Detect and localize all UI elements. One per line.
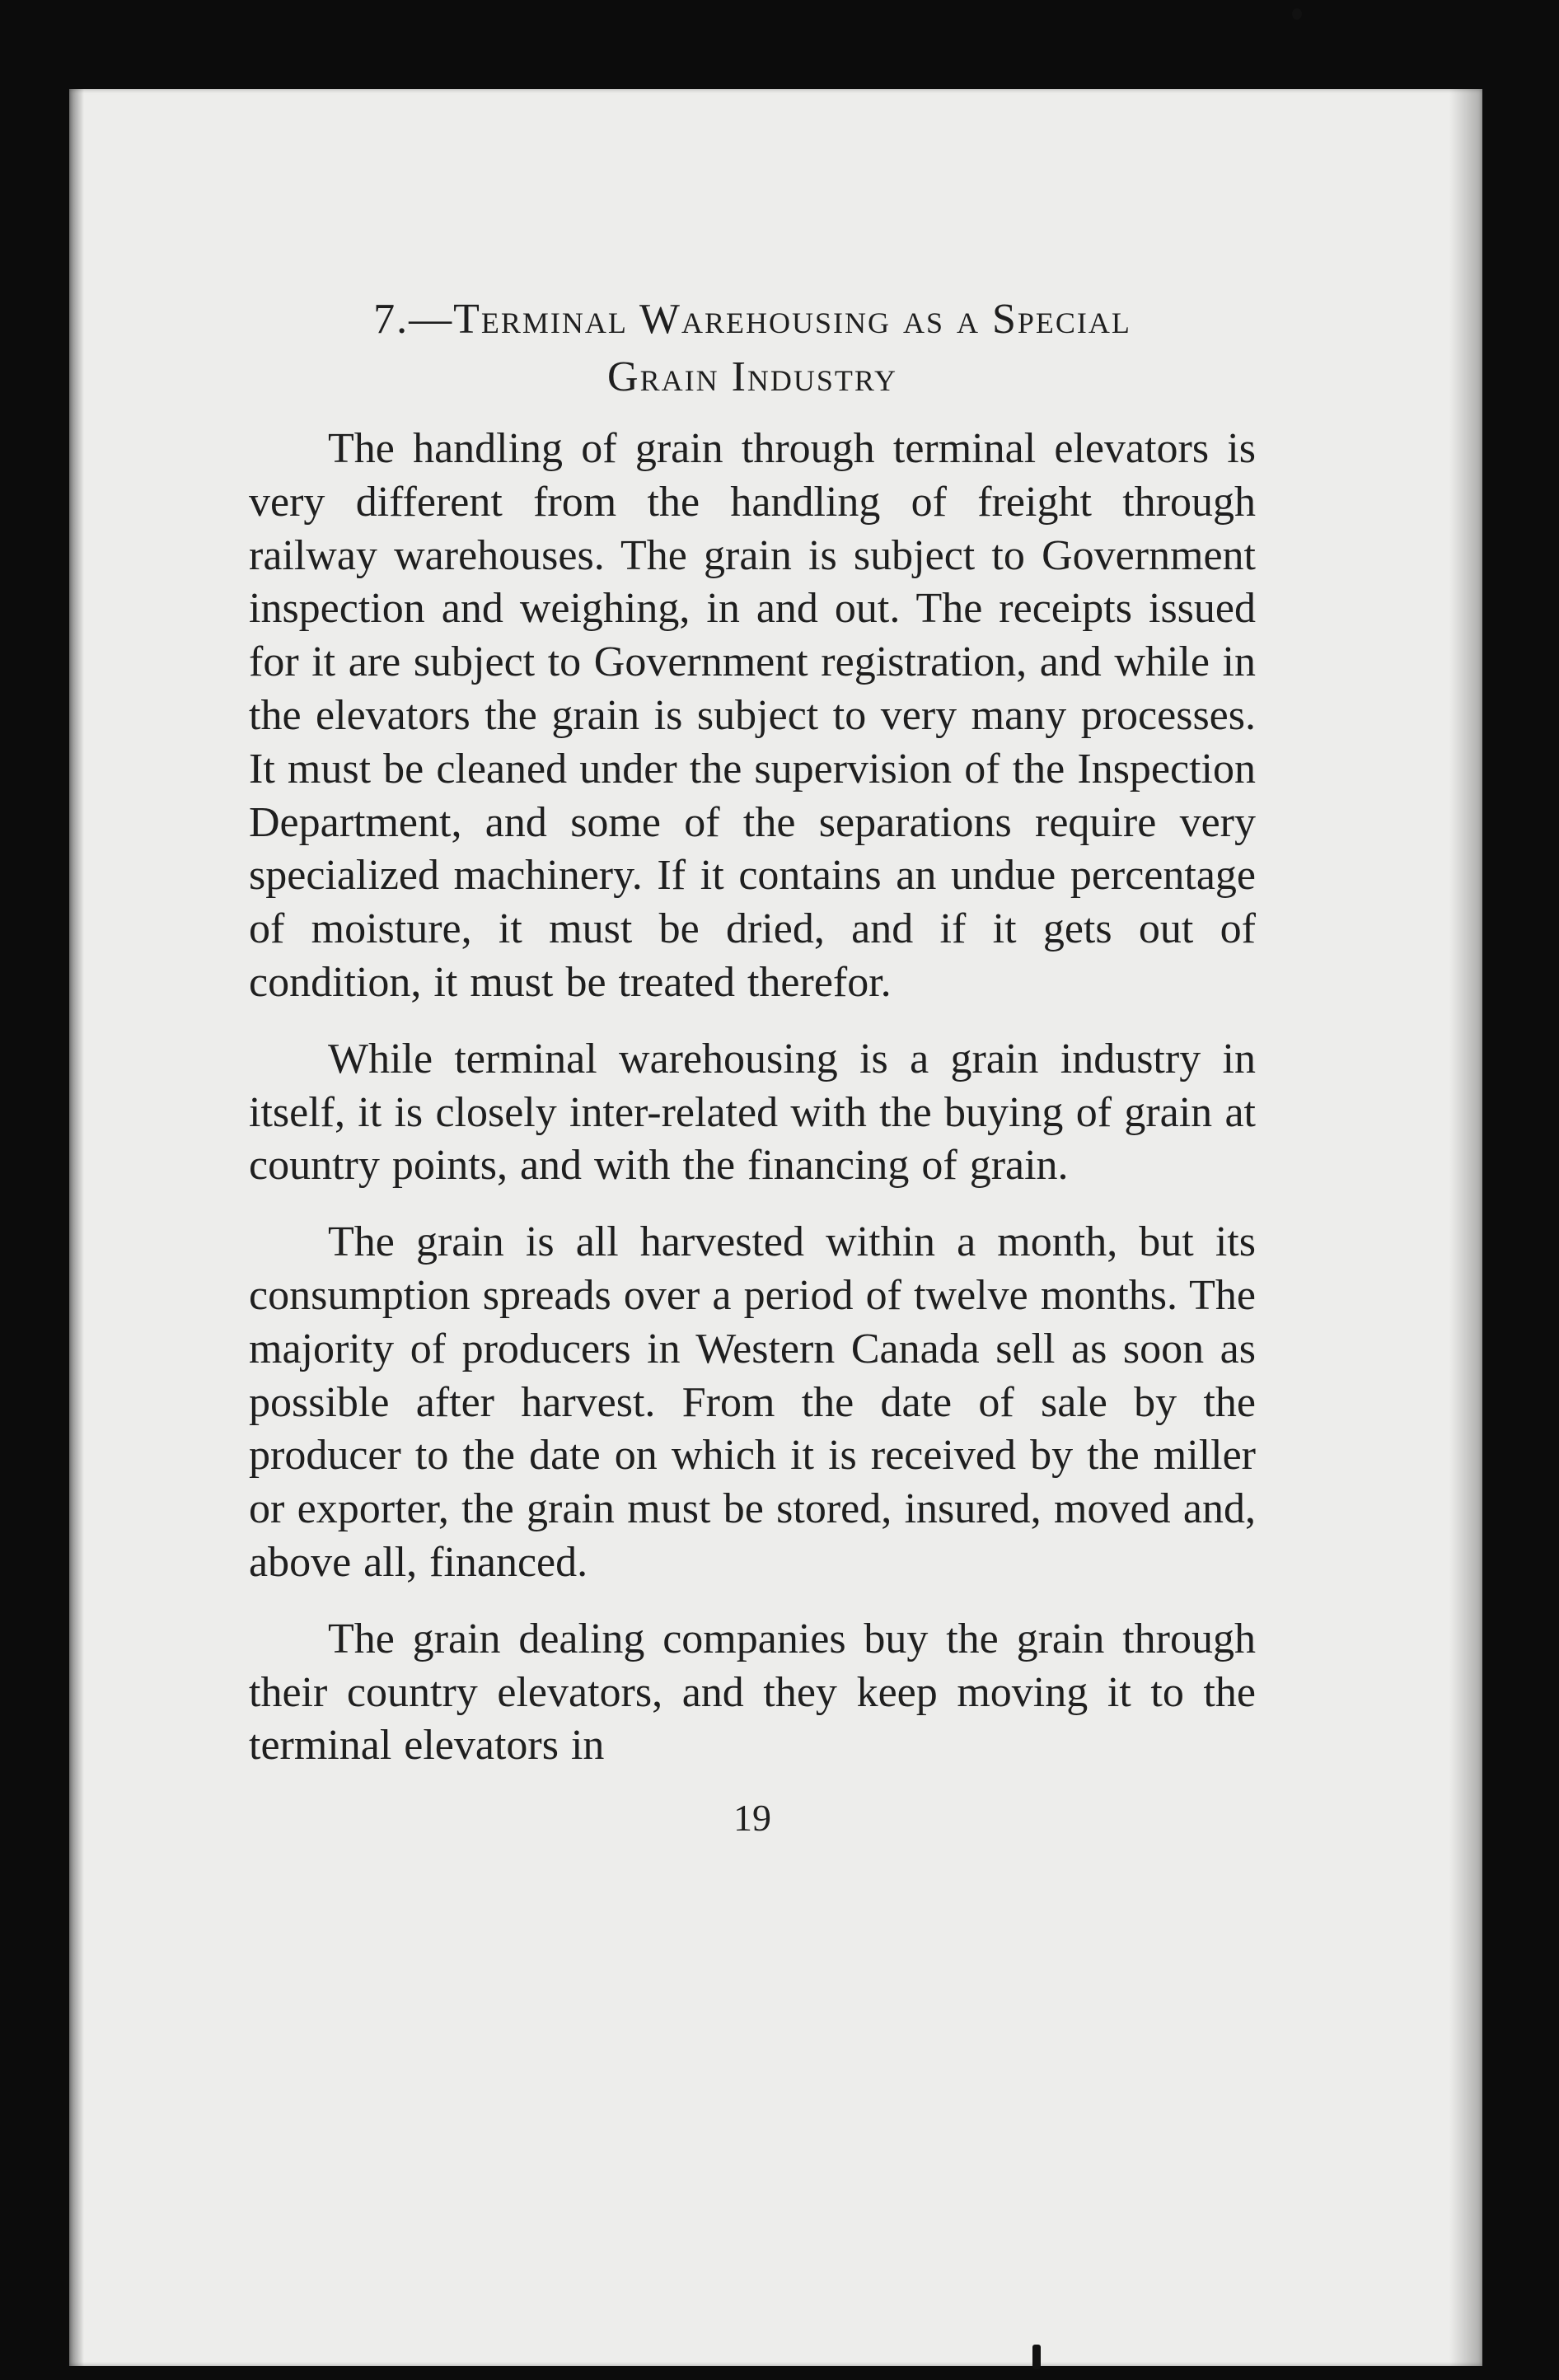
paragraph: The handling of grain through terminal elevators is very different from the handling of freight through railway warehouses. The grain is subject to Government inspection and weighing, in and out. The receipts issued for it are subject to Government registration, and while in the elevators the grain is subject to very many processes. It must be cleaned under the supervision of the Inspection Department, and some of the separations require very specialized machinery. If it contains an undue percentage of moisture, it must be dried, and if it gets out of condition, it must be treated therefor. [249,425,1256,1006]
paragraph: While terminal warehousing is a grain industry in itself, it is closely inter-related with the buying of grain at country points, and with the financing of grain. [249,1035,1256,1190]
scan-speck [1032,2345,1041,2369]
heading-line-1: 7.—Terminal Warehousing as a Special [373,296,1131,343]
paragraph: The grain is all harvested within a month, but its consumption spreads over a period of twelve months. The majority of producers in Western Canada sell as soon as possible after harvest. From the date of sale by the producer to the date on which it is received by the miller or exporter, the grain must be stored, insured, moved and, above all, financed. [249,1218,1256,1586]
heading-line-2: Grain Industry [607,353,897,400]
page-content [249,291,1256,1840]
page-number: 19 [733,1797,771,1840]
book-page [69,89,1482,2366]
paragraph: The grain dealing companies buy the grain through their country elevators, and they keep moving it to the terminal elevators in [249,1615,1256,1770]
scan-speck [1292,8,1302,20]
section-heading [249,291,1256,406]
spine-shadow [69,89,84,2366]
